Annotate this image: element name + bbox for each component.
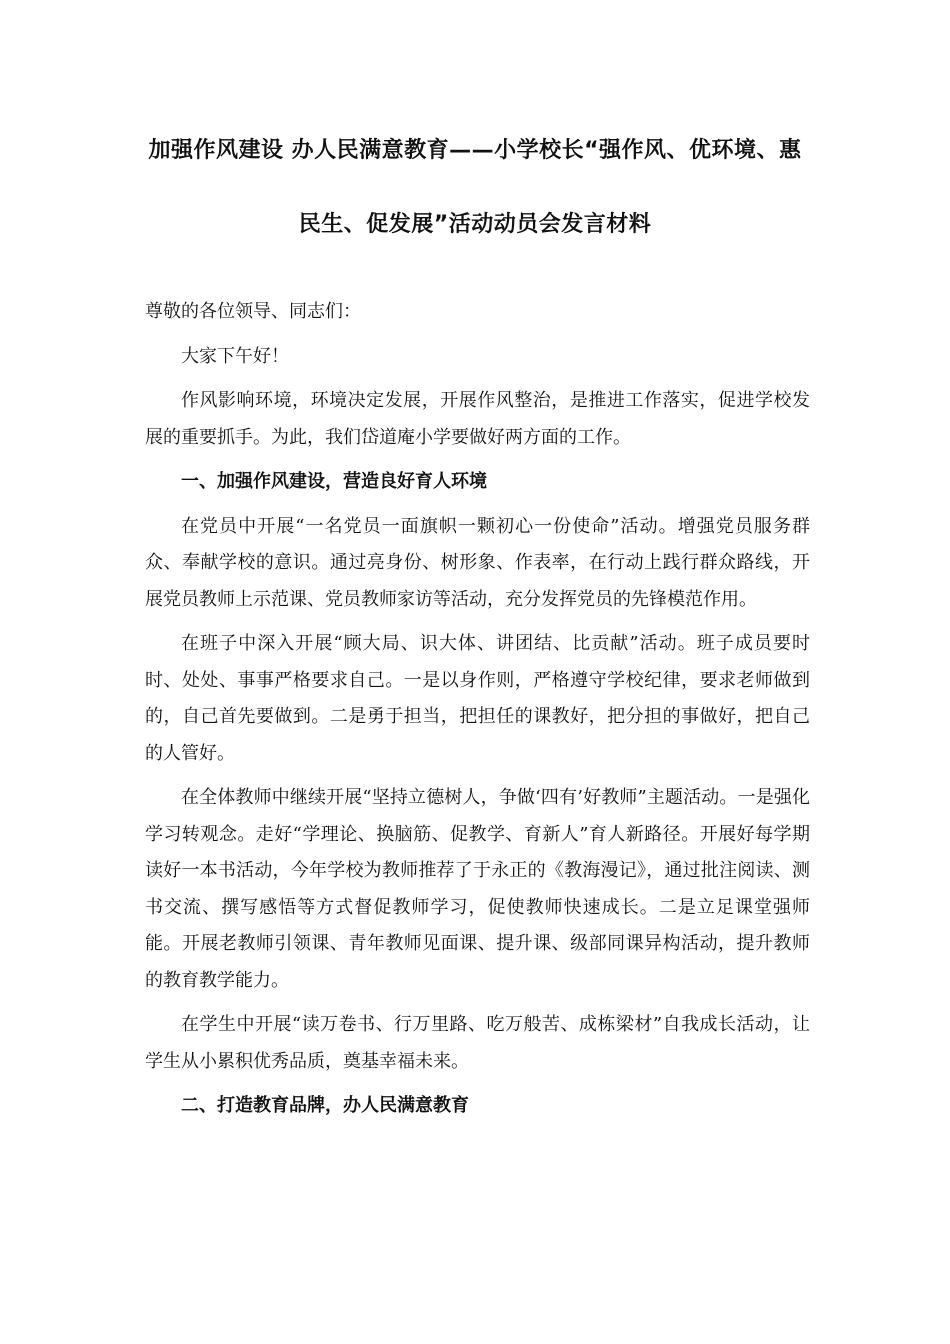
paragraph-leadership: 在班子中深入开展“顾大局、识大体、讲团结、比贡献”活动。班子成员要时时、处处、事事严格要求自己。一是以身作则，严格遵守学校纪律，要求老师做到的，自己首先要做到。二是勇于担当，把担任的课教好，把分担的事做好，把自己的人管好。 [145,633,810,764]
paragraph-students: 在学生中开展“读万卷书、行万里路、吃万般苦、成栋梁材”自我成长活动，让学生从小累积优秀品质，奠基幸福未来。 [145,1014,810,1072]
paragraph-party-members: 在党员中开展“一名党员一面旗帜一颗初心一份使命”活动。增强党员服务群众、奉献学校的意识。通过亮身份、树形象、作表率，在行动上践行群众路线，开展党员教师上示范课、党员教师家访等活动，充分发挥党员的先锋模范作用。 [145,515,810,610]
paragraph-intro: 作风影响环境，环境决定发展，开展作风整治，是推进工作落实，促进学校发展的重要抓手。为此，我们岱道庵小学要做好两方面的工作。 [145,390,810,448]
section-heading-1: 一、加强作风建设，营造良好育人环境 [181,471,487,492]
greeting: 大家下午好！ [181,345,289,367]
document-body [145,294,810,1133]
section-heading-2: 二、打造教育品牌，办人民满意教育 [181,1095,469,1116]
paragraph-teachers: 在全体教师中继续开展“坚持立德树人，争做‘四有’好教师”主题活动。一是强化学习转观念。走好“学理论、换脑筋、促教学、育新人”育人新路径。开展好每学期读好一本书活动，今年学校为教师推荐了于永正的《教海漫记》，通过批注阅读、测书交流、撰写感悟等方式督促教师学习，促使教师快速成长。二是立足课堂强师能。开展老教师引领课、青年教师见面课、提升课、级部同课异构活动，提升教师的教育教学能力。 [145,787,810,991]
salutation: 尊敬的各位领导、同志们： [145,301,361,322]
document-title-line-2: 民生、促发展”活动动员会发言材料 [298,212,652,237]
document-title-line-1: 加强作风建设 办人民满意教育——小学校长“强作风、优环境、惠 [148,138,802,163]
